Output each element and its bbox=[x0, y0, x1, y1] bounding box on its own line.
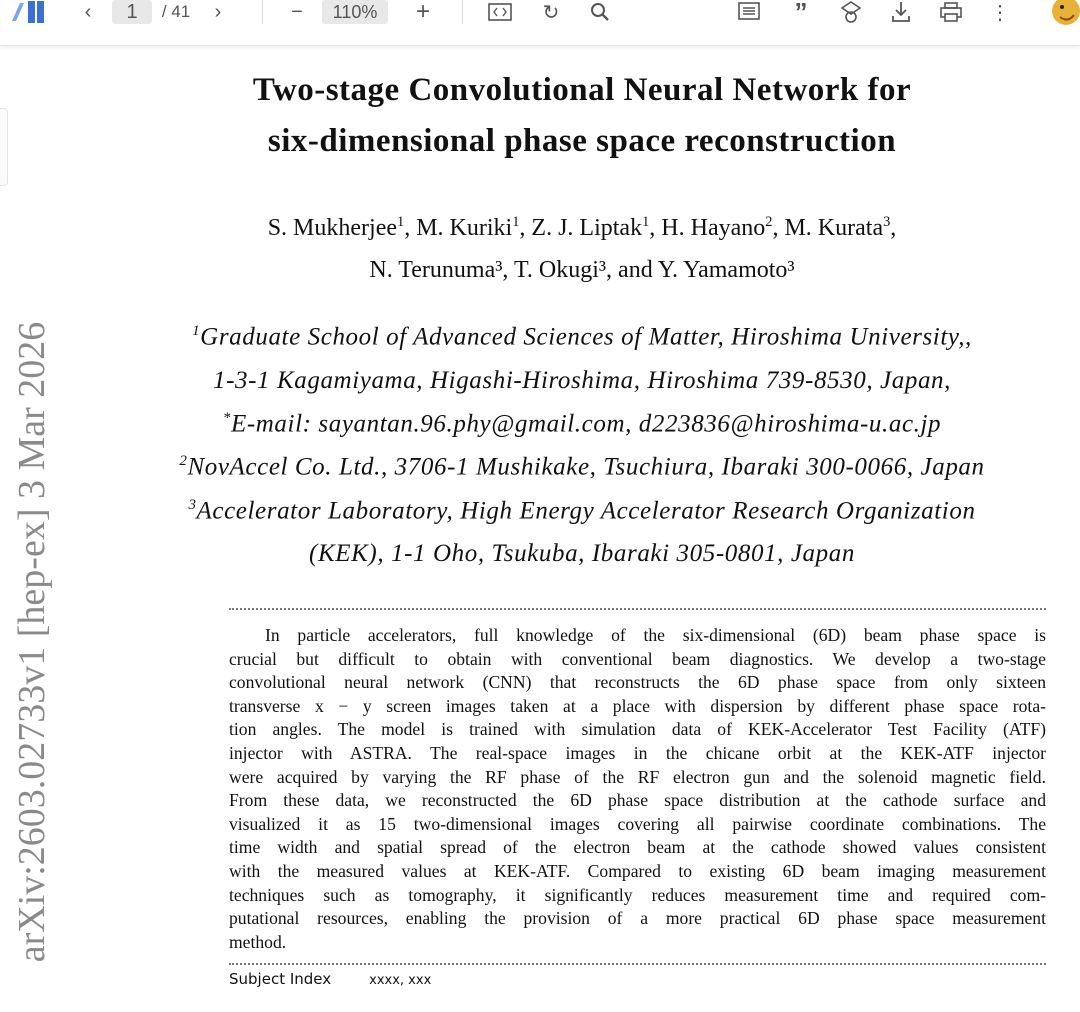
zoom-out-icon[interactable]: − bbox=[291, 0, 303, 23]
print-icon[interactable] bbox=[938, 0, 964, 24]
arxiv-stamp: arXiv:2603.02733v1 [hep-ex] 3 Mar 2026 bbox=[11, 321, 53, 963]
divider bbox=[262, 0, 263, 24]
extension-avatar-icon[interactable] bbox=[1046, 0, 1080, 24]
rotate-icon[interactable]: ↻ bbox=[542, 1, 560, 24]
abstract: In particle accelerators, full knowledge of the six-dimensional (6D) beam phase space is crucial but difficult to obtain with conventional beam diagnostics. We develop a two-stage convolutional neural network (CNN) that reconstructs the 6D phase space from only sixteen transverse x − y screen images taken at a place with dispersion by different phase space rota- tion angles. The model is trained with simulation data of KEK-Accelerator Test Facility (ATF) injector with ASTRA. The real-space images in the chicane orbit at the KEK-ATF injector were acquired by varying the RF phase of the RF electron gun and the solenoid magnetic field. From these data, we reconstructed the 6D phase space distribution at the cathode surface and visualized it as 15 two-dimensional images covering all pairwise coordinate combinations. The time width and spatial spread of the electron beam at the cathode showed values consistent with the measured values at KEK-ATF. Compared to existing 6D beam imaging measurement techniques such as tomography, it significantly reduces measurement time and required com- putational resources, enabling the provision of a more practical 6D phase space measurement method. bbox=[229, 625, 1046, 952]
pdf-toolbar bbox=[0, 0, 1080, 46]
divider-dotted bbox=[229, 963, 1046, 965]
divider bbox=[462, 0, 463, 24]
authors-line1: S. Mukherjee$^1$, M. Kuriki$^1$, Z. J. Liptak$^1$, H. Hayano$^2$, M. Kurata$^3$, bbox=[267, 214, 897, 241]
authors-line2: N. Terunuma³, T. Okugi³, and Y. Yamamoto³ bbox=[369, 257, 795, 283]
zoom-in-icon[interactable]: + bbox=[415, 0, 430, 25]
download-icon[interactable] bbox=[888, 0, 914, 24]
previous-page-icon[interactable]: ‹ bbox=[84, 0, 92, 23]
scholar-icon[interactable] bbox=[838, 0, 864, 24]
affiliation-2: $^2$NovAccel Co. Ltd., 3706-1 Mushikake, Tsuchiura, Ibaraki 300-0066, Japan bbox=[179, 453, 985, 481]
side-panel-handle[interactable] bbox=[0, 108, 8, 186]
subject-index: Subject Index xxxx, xxx bbox=[229, 970, 432, 988]
fit-page-icon[interactable] bbox=[486, 0, 514, 24]
affiliation-3-address: (KEK), 1-1 Oho, Tsukuba, Ibaraki 305-0801, Japan bbox=[309, 540, 855, 567]
next-page-icon[interactable]: › bbox=[214, 0, 222, 23]
affiliation-1: $^1$Graduate School of Advanced Sciences of Matter, Hiroshima University,, bbox=[192, 323, 972, 351]
divider-dotted bbox=[229, 608, 1046, 610]
page-total: / 41 bbox=[161, 2, 191, 21]
paper-title-line2: six-dimensional phase space reconstruction bbox=[267, 123, 897, 159]
email: *E-mail: sayantan.96.phy@gmail.com, d223836@hiroshima-u.ac.jp bbox=[222, 410, 942, 438]
zoom-level-input[interactable]: 110% bbox=[322, 0, 388, 24]
sidebar-toggle-icon[interactable] bbox=[8, 0, 48, 24]
search-icon[interactable] bbox=[588, 0, 612, 24]
more-options-icon[interactable]: ⋮ bbox=[990, 1, 1010, 24]
affiliation-1-address: 1-3-1 Kagamiyama, Higashi-Hiroshima, Hiroshima 739-8530, Japan, bbox=[212, 367, 951, 394]
paper-title-line1: Two-stage Convolutional Neural Network for bbox=[252, 72, 912, 108]
page-number-input[interactable]: 1 bbox=[112, 0, 152, 24]
affiliation-3: $^3$Accelerator Laboratory, High Energy Accelerator Research Organization bbox=[188, 497, 976, 525]
document-outline-icon[interactable] bbox=[736, 0, 762, 24]
quote-icon[interactable]: ” bbox=[794, 0, 808, 27]
